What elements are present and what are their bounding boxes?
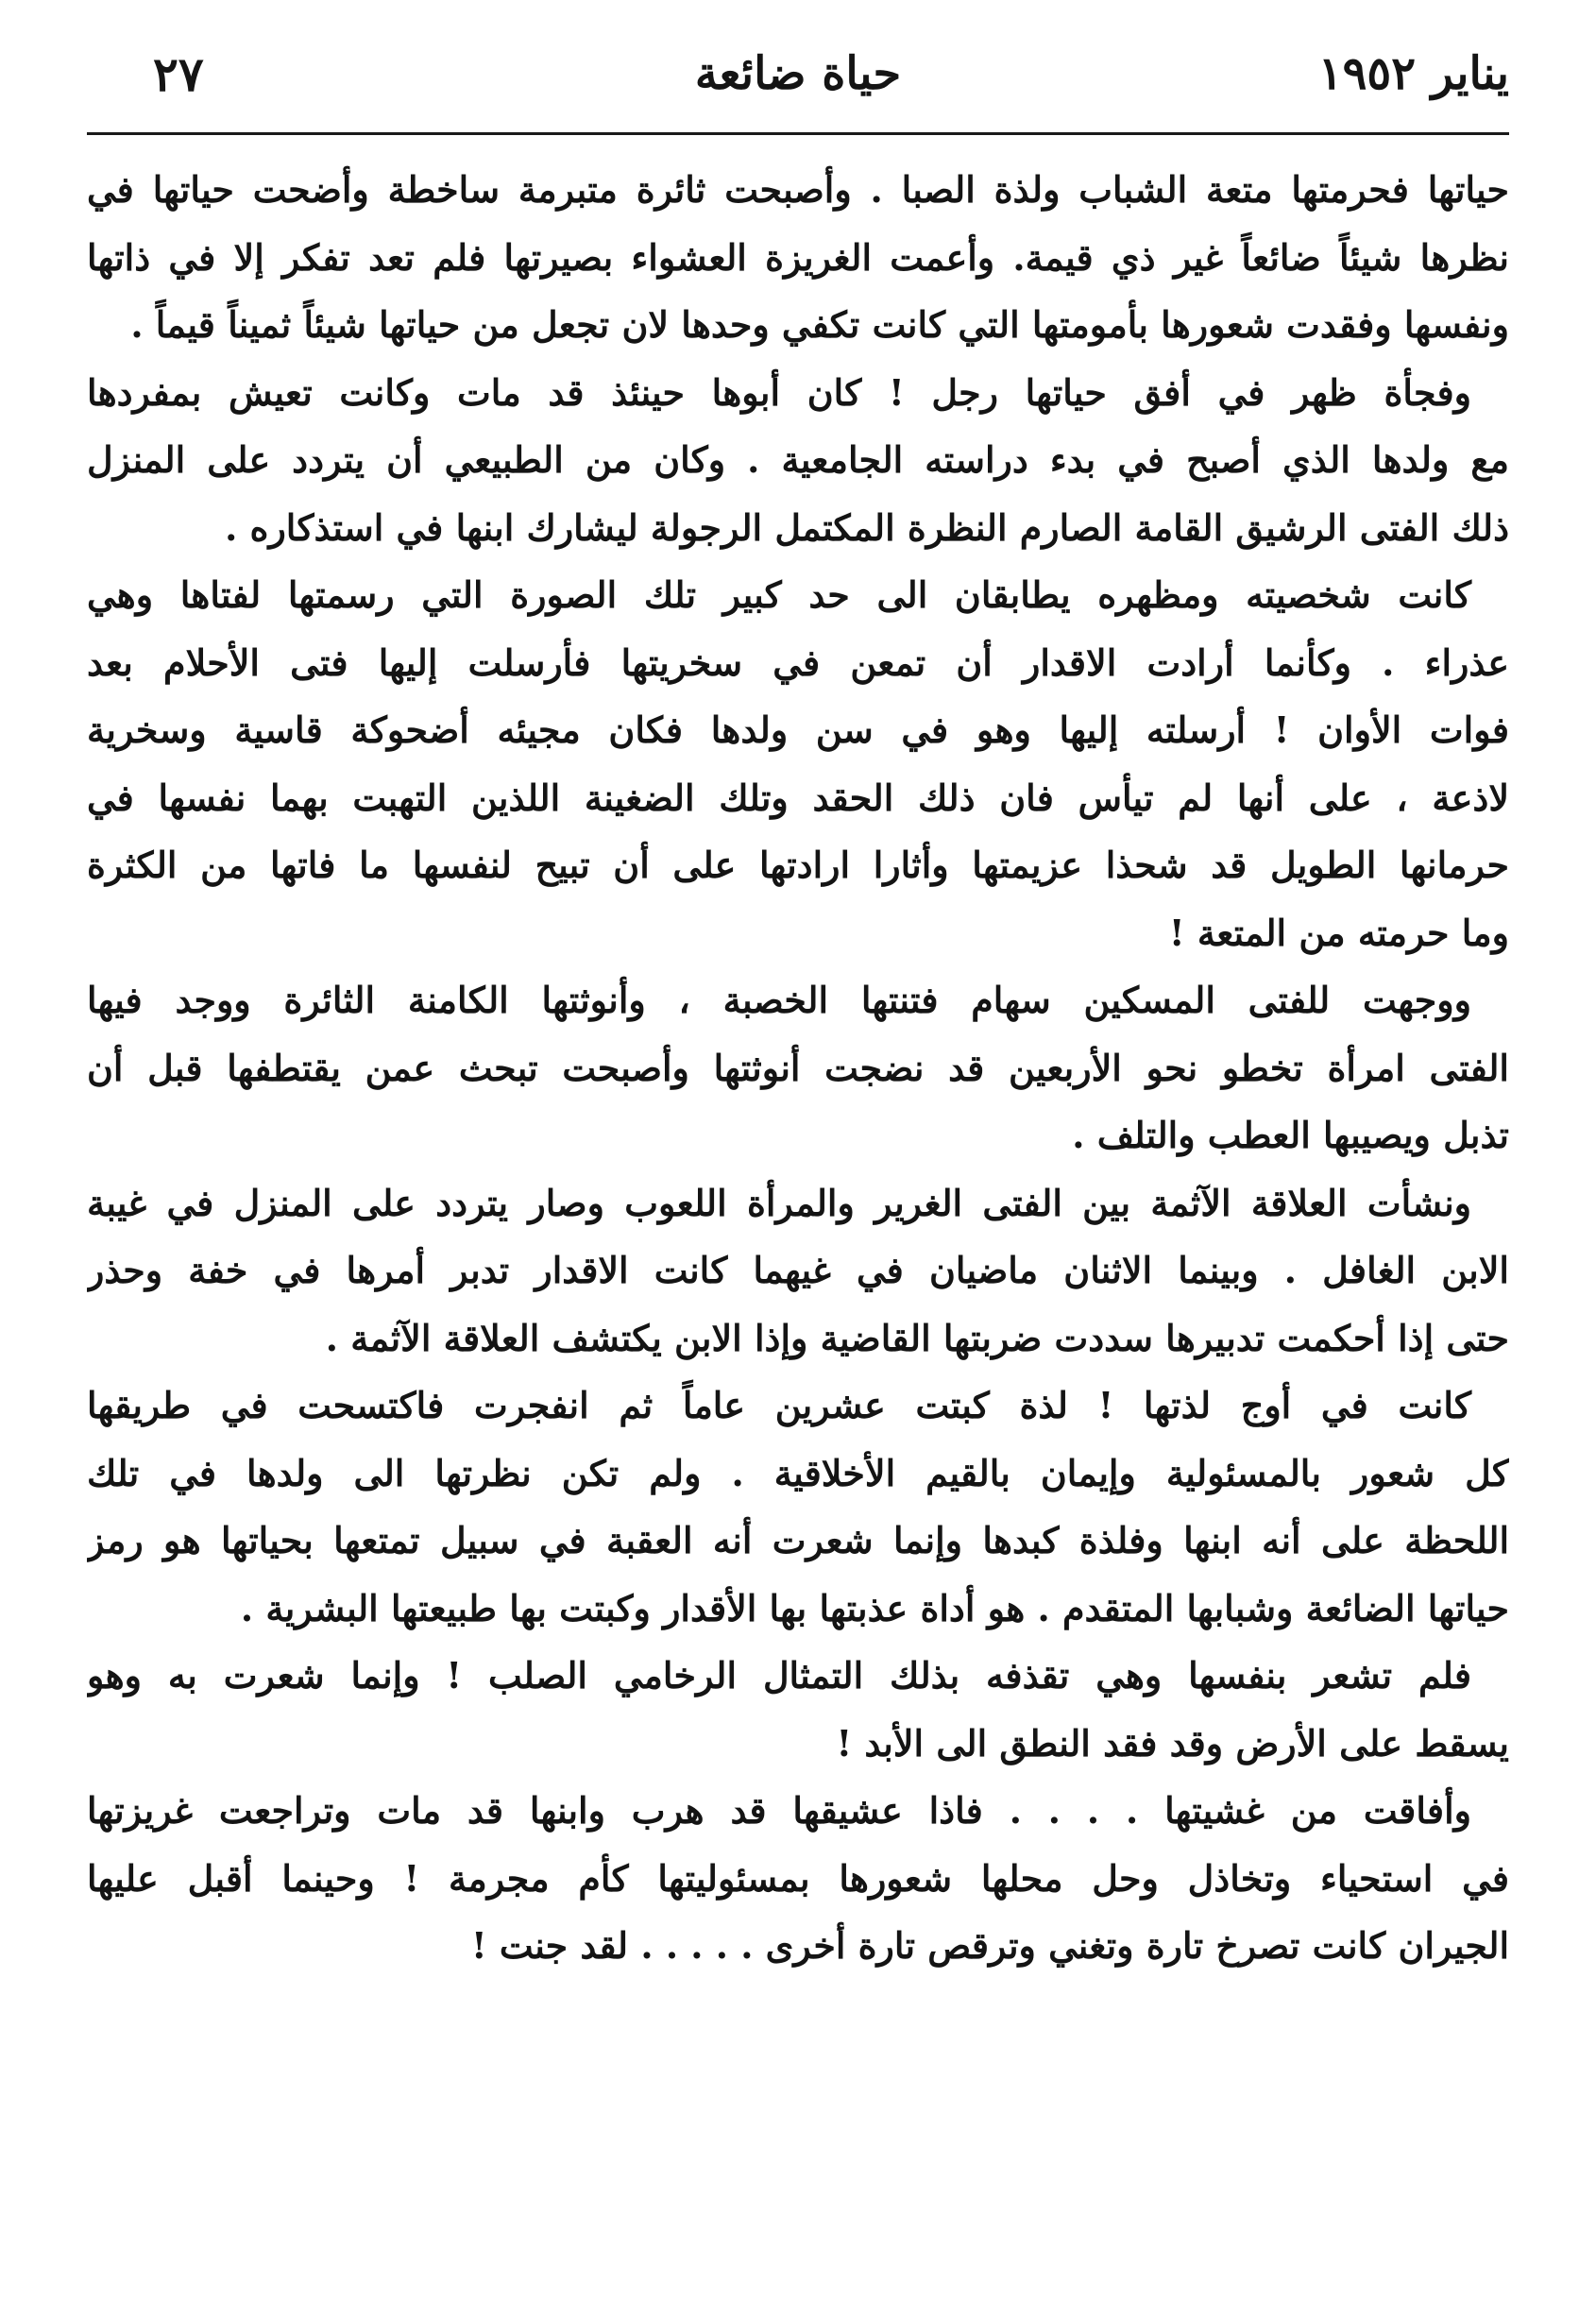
text-line: الجيران كانت تصرخ تارة وتغني وترقص تارة أخرى . . . . . لقد جنت ! xyxy=(470,1924,1509,1967)
paragraph xyxy=(87,156,1509,359)
text-line: كانت شخصيته ومظهره يطابقان الى حد كبير تلك الصورة التي رسمتها لفتاها وهي xyxy=(87,573,1471,616)
text-line: كل شعور بالمسئولية وإيمان بالقيم الأخلاقية . ولم تكن نظرتها الى ولدها في تلك xyxy=(87,1451,1509,1494)
text-line: وفجأة ظهر في أفق حياتها رجل ! كان أبوها حينئذ قد مات وكانت تعيش بمفردها xyxy=(87,370,1471,414)
page-number: ٢٧ xyxy=(153,46,204,102)
text-line: فوات الأوان ! أرسلته إليها وهو في سن ولدها فكان مجيئه أضحوكة قاسية وسخرية xyxy=(87,708,1509,751)
paragraph xyxy=(87,1169,1509,1373)
text-line: ووجهت للفتى المسكين سهام فتنتها الخصبة ، وأنوثتها الكامنة الثائرة ووجد فيها xyxy=(87,979,1471,1021)
text-line: حياتها الضائعة وشبابها المتقدم . هو أداة عذبتها بها الأقدار وكبتت بها طبيعتها البشرية . xyxy=(240,1586,1509,1629)
paragraph xyxy=(87,1372,1509,1642)
paragraph xyxy=(87,1777,1509,1980)
text-line: يسقط على الأرض وقد فقد النطق الى الأبد ! xyxy=(836,1721,1509,1765)
text-line: في استحياء وتخاذل وحل محلها شعورها بمسئوليتها كأم مجرمة ! وحينما أقبل عليها xyxy=(87,1856,1509,1900)
text-line: ونشأت العلاقة الآثمة بين الفتى الغرير والمرأة اللعوب وصار يتردد على المنزل في غيبة xyxy=(87,1181,1471,1224)
text-line: حرمانها الطويل قد شحذا عزيمتها وأثارا ارادتها على أن تبيح لنفسها ما فاتها من الكثرة xyxy=(87,844,1509,886)
paragraph xyxy=(87,561,1509,966)
text-line: لاذعة ، على أنها لم تيأس فان ذلك الحقد وتلك الضغينة اللذين التهبت بهما نفسها في xyxy=(87,776,1509,819)
paragraph xyxy=(87,966,1509,1169)
text-line: حياتها فحرمتها متعة الشباب ولذة الصبا . وأصبحت ثائرة متبرمة ساخطة وأضحت حياتها في xyxy=(87,168,1509,211)
text-line: الفتى امرأة تخطو نحو الأربعين قد نضجت أنوثتها وأصبحت تبحث عمن يقتطفها قبل أن xyxy=(87,1046,1509,1089)
text-line: الابن الغافل . وبينما الاثنان ماضيان في غيهما كانت الاقدار تدبر أمرها في خفة وحذر xyxy=(87,1249,1509,1291)
running-header xyxy=(87,45,1509,132)
text-line: عذراء . وكأنما أرادت الاقدار أن تمعن في سخريتها فأرسلت إليها فتى الأحلام بعد xyxy=(87,640,1509,684)
text-line: حتى إذا أحكمت تدبيرها سددت ضربتها القاضية وإذا الابن يكتشف العلاقة الآثمة . xyxy=(325,1316,1509,1359)
text-line: فلم تشعر بنفسها وهي تقذفه بذلك التمثال الرخامي الصلب ! وإنما شعرت به وهو xyxy=(87,1654,1471,1697)
text-line: ونفسها وفقدت شعورها بأمومتها التي كانت تكفي وحدها لان تجعل من حياتها شيئاً ثميناً قيماً . xyxy=(130,303,1509,346)
header-date: يناير ١٩٥٢ xyxy=(1317,47,1509,100)
paragraph xyxy=(87,359,1509,562)
header-title: حياة ضائعة xyxy=(694,47,902,100)
text-line: تذبل ويصيبها العطب والتلف . xyxy=(1072,1114,1509,1156)
text-line: وأفاقت من غشيتها . . . . فاذا عشيقها قد هرب وابنها قد مات وتراجعت غريزتها xyxy=(87,1789,1471,1832)
text-line: كانت في أوج لذتها ! لذة كبتت عشرين عاماً ثم انفجرت فاكتسحت في طريقها xyxy=(87,1384,1471,1426)
text-line: اللحظة على أنه ابنها وفلذة كبدها وإنما شعرت أنه العقبة في سبيل تمتعها بحياتها هو رمز xyxy=(87,1519,1509,1561)
header-rule xyxy=(87,132,1509,135)
text-line: نظرها شيئاً ضائعاً غير ذي قيمة. وأعمت الغريزة العشواء بصيرتها فلم تعد تفكر إلا في ذاتها xyxy=(87,235,1509,279)
article-body xyxy=(87,156,1509,1980)
text-line: وما حرمته من المتعة ! xyxy=(1168,911,1509,954)
paragraph xyxy=(87,1642,1509,1777)
text-line: ذلك الفتى الرشيق القامة الصارم النظرة المكتمل الرجولة ليشارك ابنها في استذكاره . xyxy=(225,505,1509,549)
text-line: مع ولدها الذي أصبح في بدء دراسته الجامعية . وكان من الطبيعي أن يتردد على المنزل xyxy=(87,438,1509,481)
